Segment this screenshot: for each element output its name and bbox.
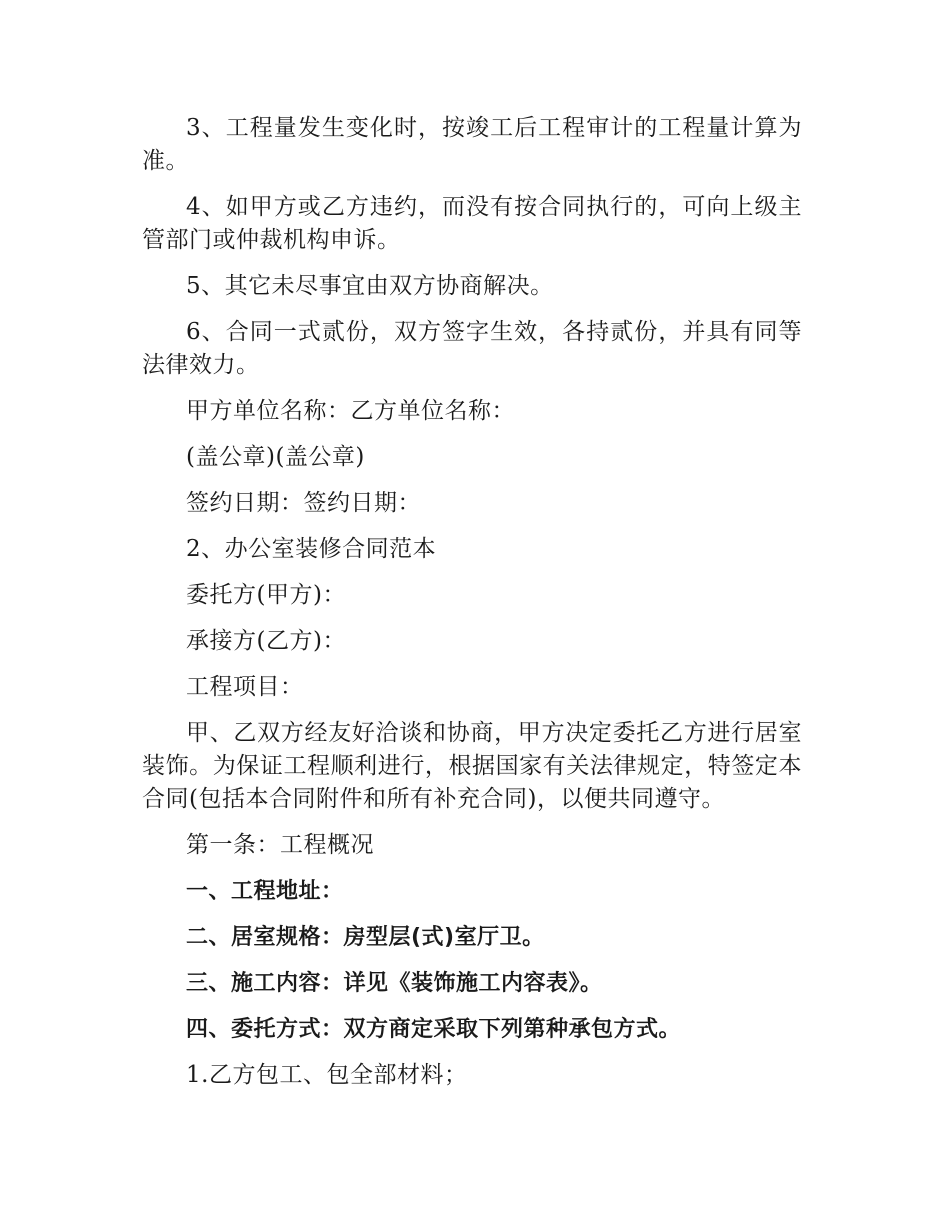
item-commission-method: 四、委托方式：双方商定采取下列第种承包方式。 (186, 1017, 682, 1042)
section-heading: 2、办公室装修合同范本 (186, 536, 437, 562)
paragraph-clause-3: 3、工程量发生变化时，按竣工后工程审计的工程量计算为准。 (142, 115, 802, 174)
document-body (142, 112, 802, 1105)
client-party-line: 委托方(甲方)： (186, 582, 346, 608)
article-1-heading: 第一条：工程概况 (186, 832, 374, 858)
signing-date-line: 签约日期：签约日期： (186, 490, 421, 516)
item-room-spec: 二、居室规格：房型层(式)室厅卫。 (186, 925, 545, 950)
contractor-party-line: 承接方(乙方)： (186, 628, 346, 654)
paragraph-clause-6: 6、合同一式贰份，双方签字生效，各持贰份，并具有同等法律效力。 (142, 319, 802, 378)
paragraph-clause-5: 5、其它未尽事宜由双方协商解决。 (186, 273, 554, 299)
project-line: 工程项目： (186, 674, 304, 700)
option-1-line: 1.乙方包工、包全部材料； (186, 1062, 468, 1088)
party-names-line: 甲方单位名称：乙方单位名称： (186, 398, 515, 424)
seal-line: (盖公章)(盖公章) (186, 444, 365, 470)
paragraph-clause-4: 4、如甲方或乙方违约，而没有按合同执行的，可向上级主管部门或仲裁机构申诉。 (142, 194, 802, 253)
item-address: 一、工程地址： (186, 879, 344, 904)
preamble-paragraph: 甲、乙双方经友好洽谈和协商，甲方决定委托乙方进行居室装饰。为保证工程顺利进行，根据国家有关法律规定，特签定本合同(包括本合同附件和所有补充合同)，以便共同遵守。 (142, 720, 802, 812)
item-construction-content: 三、施工内容：详见《装饰施工内容表》。 (186, 971, 603, 996)
